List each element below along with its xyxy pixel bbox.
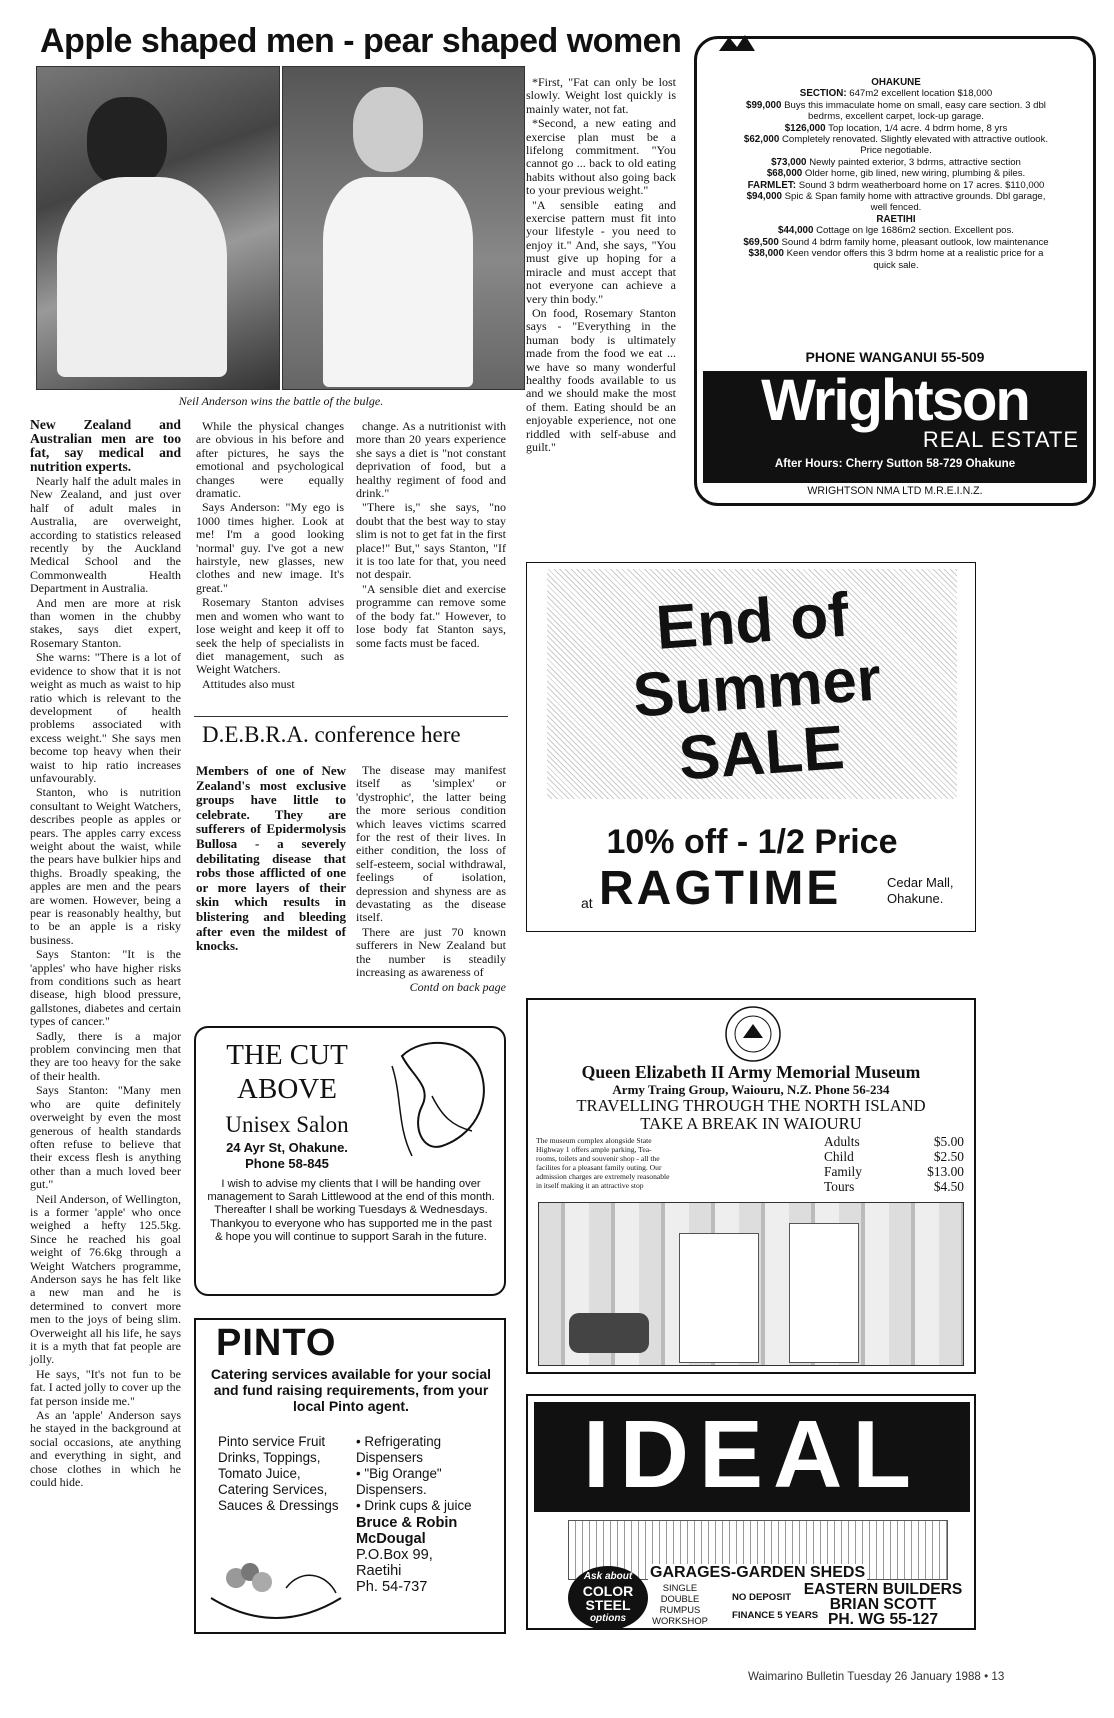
cut-above-title-line2: ABOVE [237, 1073, 337, 1105]
cut-above-message: I wish to advise my clients that I will be handing over management to Sarah Littlewood at the end of this month. Thereafter I shall be working Tuesdays & Wednesdays. Thankyou to everyone who has supported me in the past & hope you will continue to support Sarah in the future. [207, 1178, 495, 1243]
pinto-contact-name: Bruce & Robin McDougal [356, 1515, 458, 1547]
museum-tower [789, 1223, 859, 1363]
ragtime-banner-text: End of Summer SALE [630, 580, 884, 794]
ideal-finance: FINANCE 5 YEARS [732, 1610, 819, 1621]
fruit-bowl-icon [206, 1548, 346, 1628]
article-paragraph: Stanton, who is nutrition consultant to Weight Watchers, describes people as apples or pears. The apples carry excess weight about the waist, while the pears have bulkier hips and thighs. Broadly speaking, the apples are men and the pears are women. However, being a pear is reasonably healthy, but to be an apple is a risky business. [30, 785, 181, 947]
article-paragraph: While the physical changes are obvious in his before and after pictures, he says the emotional and psychological changes were equally dramatic. [196, 419, 344, 501]
article-paragraph: Nearly half the adult males in New Zealand, and just over half of adult males in Australia, are overweight, according to statistics released recently by the Auckland Medical School and the Commonwealth Health Department in Australia. [30, 474, 181, 596]
article-paragraph: "A sensible diet and exercise programme can remove some of the body fat." However, to lose body fat Stanton says, some facts must be faced. [356, 581, 506, 650]
article-paragraph: Says Anderson: "My ego is 1000 times higher. Look at me! I'm a good looking 'normal' guy. I've got a new hairstyle, new glasses, new clothes and new image. It's great." [196, 500, 344, 595]
pinto-products: Pinto service Fruit Drinks, Toppings, Tomato Juice, Catering Services, Sauces & Dressings [218, 1434, 339, 1513]
museum-line2: TAKE A BREAK IN WAIOURU [640, 1114, 862, 1133]
wrightson-listing: $94,000 Spic & Span family home with attractive grounds. Dbl garage, well fenced. [746, 191, 1046, 214]
ideal-company: EASTERN BUILDERS [803, 1581, 963, 1598]
debra-body [356, 764, 506, 995]
wrightson-listing: $126,000 Top location, 1/4 acre. 4 bdrm home, 8 yrs [784, 122, 1008, 134]
wrightson-ad [694, 36, 1096, 506]
debra-paragraph: There are just 70 known sufferers in New Zealand but the number is steadily increasing as awareness of [356, 924, 506, 980]
ragtime-name: RAGTIME [599, 862, 842, 915]
article-paragraph: As an 'apple' Anderson says he stayed in the background at social occasions, ate anything and everything in sight, and chose clothes in which he could hide. [30, 1408, 181, 1490]
ideal-contact-block [798, 1582, 968, 1627]
museum-tank [569, 1313, 649, 1353]
ideal-color-steel-badge: Ask about COLOR STEEL options [568, 1566, 648, 1630]
museum-blurb: The museum complex alongside State Highway 1 offers ample parking, Tea-rooms, toilets and souvenir shop - all the facilites for a pleasant family outing. Our admission charges are extremely reasonable in itself making it an attractive stop [536, 1136, 670, 1190]
ragtime-banner [547, 569, 957, 799]
pinto-contact-town: Raetihi [356, 1563, 402, 1579]
article-column-3 [356, 420, 506, 651]
article-paragraph: Says Stanton: "It is the 'apples' who have higher risks from conditions such as heart disease, high blood pressure, gallstones, diabetes and certain types of cancer." [30, 947, 181, 1029]
ragtime-location [887, 875, 953, 907]
wrightson-listing: $73,000 Newly painted exterior, 3 bdrms, attractive section [771, 156, 1021, 168]
wrightson-listings [741, 77, 1051, 271]
wrightson-brand-sub: REAL ESTATE [922, 427, 1079, 452]
museum-tower [679, 1233, 759, 1363]
article-paragraph: change. As a nutritionist with more than 20 years experience she says a diet is "not constant deprivation of food, but a healthy regiment of food and drink." [356, 419, 506, 501]
debra-lead: Members of one of New Zealand's most exclusive groups have little to celebrate. They are sufferers of Epidermolysis Bullosa - a severely debilitating disease that robs those afflicted of one or more layers of their skin which results in blistering and bleeding after even the mildest of knocks. [196, 763, 346, 954]
ideal-types: SINGLE DOUBLE RUMPUS WORKSHOP [652, 1582, 708, 1626]
pinto-logo: PINTO [216, 1322, 337, 1364]
wrightson-listing: $69,500 Sound 4 bdrm family home, pleasant outlook, low maintenance [743, 236, 1049, 248]
wrightson-listing: $68,000 Older home, gib lined, new wiring, plumbing & piles. [766, 168, 1026, 180]
page-footer: Waimarino Bulletin Tuesday 26 January 1988 • 13 [748, 1670, 1005, 1683]
museum-line1: TRAVELLING THROUGH THE NORTH ISLAND [576, 1096, 926, 1115]
ideal-no-deposit: NO DEPOSIT [732, 1592, 792, 1603]
article-paragraph: And men are more at risk than women in the chubby stakes, says diet expert, Rosemary Stanton. [30, 595, 181, 650]
article-paragraph: Sadly, there is a major problem convincing men that they are too heavy for the sake of their health. [30, 1028, 181, 1083]
article-column-1 [30, 418, 181, 1490]
pinto-bullet: • Refrigerating Dispensers [356, 1434, 442, 1465]
ragtime-at: at [581, 895, 593, 911]
wrightson-after-hours: After Hours: Cherry Sutton 58-729 Ohakune [774, 457, 1016, 470]
cut-above-ad [194, 1026, 506, 1296]
ragtime-ad [526, 562, 976, 932]
pinto-bullet-list [356, 1434, 496, 1595]
cut-above-phone: Phone 58-845 [245, 1156, 329, 1171]
wrightson-listing: $62,000 Completely renovated. Slightly elevated with attractive outlook. Price negotiable. [743, 134, 1049, 157]
photo-caption: Neil Anderson wins the battle of the bulge. [178, 394, 384, 408]
photo-figure [353, 87, 423, 172]
continued-note: Contd on back page [409, 979, 506, 994]
cut-above-subtitle: Unisex Salon [225, 1112, 349, 1137]
article-paragraph: He says, "It's not fun to be fat. I acted jolly to cover up the fat person inside me." [30, 1366, 181, 1408]
cut-above-address: 24 Ayr St, Ohakune. [226, 1140, 348, 1155]
photo-figure-body [57, 177, 227, 377]
museum-ad [526, 998, 976, 1374]
museum-title: Queen Elizabeth II Army Memorial Museum [581, 1062, 921, 1082]
museum-subtitle: Army Traing Group, Waiouru, N.Z. Phone 56-234 [612, 1082, 890, 1097]
pinto-contact-box: P.O.Box 99, [356, 1547, 433, 1563]
ideal-phone: PH. WG 55-127 [827, 1611, 939, 1628]
cut-above-title [202, 1038, 372, 1106]
article-paragraph: "There is," she says, "no doubt that the best way to stay slim is not to get fat in the first place!" But," says Stanton, "If it is too late for that, you need not despair. [356, 500, 506, 582]
pinto-ad [194, 1318, 506, 1634]
after-photo [282, 66, 525, 390]
debra-paragraph: The disease may manifest itself as 'simplex' or 'dystrophic', the latter being the more serious condition which leaves victims scarred for the rest of their lives. In either condition, the loss of self-esteem, social withdrawal, feelings of isolation, depression and shyness are as devastating as the disease itself. [356, 763, 506, 925]
ideal-ad [526, 1394, 976, 1630]
article-paragraph: "A sensible eating and exercise pattern must fit into your lifestyle - you need to enjoy it." And, she says, "You must give up hoping for a miracle and must accept that not everyone can achieve a very thin body." [526, 197, 676, 306]
museum-seal-icon [713, 1004, 793, 1064]
article-paragraph: On food, Rosemary Stanton says - "Everything in the human body is ultimately made from the food we eat ... we have so many wonderful healthy foods available to us and we should make the most of them. Eating should be an enjoyable experience, not one riddled with self-abuse and guilt." [526, 305, 676, 454]
wrightson-company: WRIGHTSON NMA LTD M.R.E.I.N.Z. [807, 485, 983, 497]
article-paragraph: Rosemary Stanton advises men and women who want to lose weight and keep it off to seek the help of specialists in diet management, such as Weight Watchers. [196, 595, 344, 677]
article-paragraph: She warns: "There is a lot of evidence to show that it is not weight as much as waist to hip ratio which is relevant to the development of health problems associated with excess weight." She says men become top heavy when their waist to hip ratio increases unfavourably. [30, 650, 181, 785]
ideal-contact: BRIAN SCOTT [829, 1596, 937, 1613]
pinto-tagline: Catering services available for your social and fund raising requirements, from your local Pinto agent. [210, 1366, 492, 1414]
wrightson-listing: FARMLET: Sound 3 bdrm weatherboard home on 17 acres. $110,000 [747, 179, 1045, 191]
wrightson-phone: PHONE WANGANUI 55-509 [805, 349, 985, 365]
museum-building-photo [538, 1202, 964, 1366]
article-paragraph: Says Stanton: "Many men who are quite definitely overweight by even the most generous of health standards often refuse to believe that their excess flesh is anything other than a much loved beer gut." [30, 1083, 181, 1192]
museum-price-row: Tours $4.50 [824, 1179, 964, 1194]
article-lead: New Zealand and Australian men are too fat, say medical and nutrition experts. [30, 417, 181, 474]
headline: Apple shaped men - pear shaped women [40, 22, 682, 60]
ideal-logo-block [534, 1402, 970, 1512]
ideal-logo: IDEAL [583, 1401, 921, 1508]
ideal-product-line: GARAGES-GARDEN SHEDS [650, 1564, 866, 1581]
article-column-2 [196, 420, 344, 692]
wrightson-listing: $38,000 Keen vendor offers this 3 bdrm home at a realistic price for a quick sale. [748, 248, 1044, 271]
wrightson-listing: OHAKUNE [871, 77, 921, 88]
before-photo [36, 66, 280, 390]
museum-price-row: Adults $5.00 [824, 1134, 964, 1149]
wrightson-listing: RAETIHI [876, 213, 916, 225]
ragtime-location-line: Cedar Mall, [887, 875, 954, 890]
woman-sketch-icon [382, 1036, 498, 1166]
pinto-contact-phone: Ph. 54-737 [356, 1579, 428, 1595]
museum-price-list [824, 1134, 964, 1194]
ragtime-location-line: Ohakune. [887, 891, 944, 906]
wrightson-emblem-icon [717, 33, 757, 55]
article-paragraph: Attitudes also must [202, 676, 295, 691]
wrightson-brand: Wrightson [761, 368, 1029, 433]
pinto-bullet: • "Big Orange" Dispensers. [356, 1466, 442, 1497]
divider [194, 716, 508, 717]
article-paragraph: *First, "Fat can only be lost slowly. Weight lost quickly is mainly water, not fat. [526, 75, 676, 116]
article-paragraph: *Second, a new eating and exercise plan must be a lifelong commitment. "You cannot go ... back to old eating habits without also going back to your previous weight." [526, 116, 676, 198]
wrightson-listing: $99,000 Buys this immaculate home on small, easy care section. 3 dbl bedrms, excellent carpet, lock-up garage. [746, 99, 1046, 123]
wrightson-listing: $44,000 Cottage on lge 1686m2 section. Excellent pos. [778, 225, 1014, 237]
pinto-bullet: • Drink cups & juice [356, 1498, 472, 1513]
photo-figure [87, 97, 167, 187]
wrightson-listing: SECTION: 647m2 excellent location $18,000 [799, 88, 993, 100]
wrightson-logo-block [703, 368, 1087, 483]
debra-title: D.E.B.R.A. conference here [202, 722, 461, 747]
cut-above-title-line1: THE CUT [226, 1039, 348, 1071]
museum-price-row: Child $2.50 [824, 1149, 964, 1164]
museum-price-row: Family $13.00 [824, 1164, 964, 1179]
ragtime-offer: 10% off - 1/2 Price [606, 823, 898, 861]
photo-figure-body [323, 177, 473, 387]
article-paragraph: Neil Anderson, of Wellington, is a former 'apple' who once weighed a hefty 125.5kg. Since he reached his goal weight of 76.6kg through a Weight Watchers programme, Anderson says he has felt like a new man and he is determined to convert more men to the joys of being slim. Overweight all his life, he says it is a myth that fat people are jolly. [30, 1191, 181, 1367]
article-column-4 [526, 76, 676, 455]
